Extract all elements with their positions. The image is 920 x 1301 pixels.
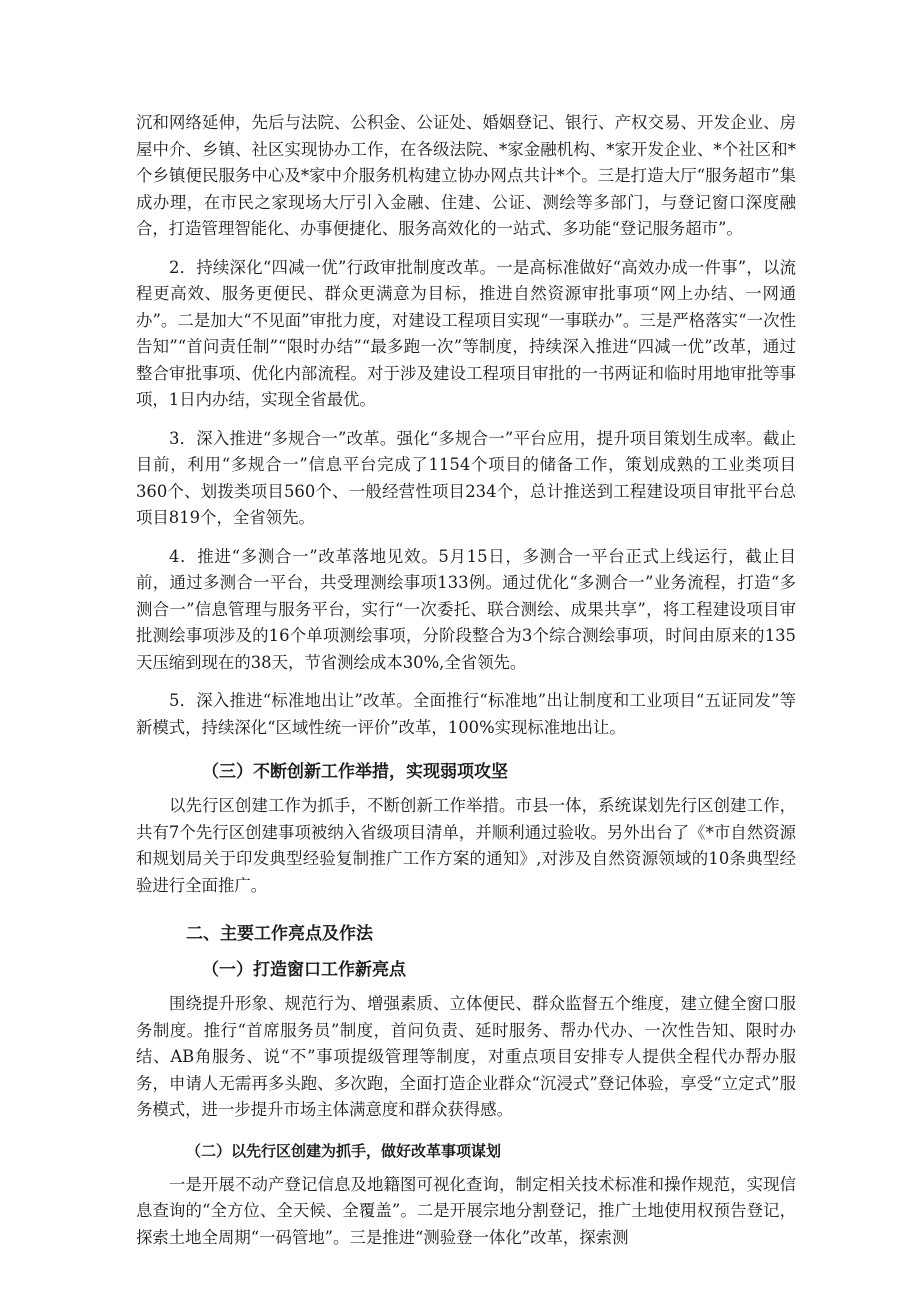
paragraph-section-one: 围绕提升形象、规范行为、增强素质、立体便民、群众监督五个维度，建立健全窗口服务制度。推行“首席服务员”制度，首问负责、延时服务、帮办代办、一次性告知、限时办结、AB角服务、说“不”事项提级管理等制度，对重点项目安排专人提供全程代办帮办服务，申请人无需再多头跑、多次跑，全面打造企业群众“沉浸式”登记体验，享受“立定式”服务模式，进一步提升市场主体满意度和群众获得感。: [136, 994, 796, 1119]
paragraph-section-three: 以先行区创建工作为抓手，不断创新工作举措。市县一体，系统谋划先行区创建工作，共有7个先行区创建事项被纳入省级项目清单，并顺利通过验收。另外出台了《*市自然资源和规划局关于印发典型经验复制推广工作方案的通知》,对涉及自然资源领域的10条典型经验进行全面推广。: [136, 796, 796, 895]
section-heading-two: （二）以先行区创建为抓手，做好改革事项谋划: [186, 1141, 502, 1160]
section-heading-three: （三）不断创新工作举措，实现弱项攻坚: [202, 762, 508, 782]
section-heading-one: （一）打造窗口工作新亮点: [202, 960, 406, 980]
paragraph-item-3: 3．深入推进“多规合一”改革。强化“多规合一”平台应用，提升项目策划生成率。截止目前，利用“多规合一”信息平台完成了1154个项目的储备工作，策划成熟的工业类项目360个、划拨类项目560个、一般经营性项目234个，总计推送到工程建设项目审批平台总项目819个，全省领先。: [136, 428, 796, 527]
paragraph-section-two: 一是开展不动产登记信息及地籍图可视化查询，制定相关技术标准和操作规范，实现信息查询的“全方位、全天候、全覆盖”。二是开展宗地分割登记，推广土地使用权预告登记，探索土地全周期“一码管地”。三是推进“测验登一体化”改革，探索测: [136, 1174, 796, 1247]
chapter-heading-two: 二、主要工作亮点及作法: [186, 924, 373, 944]
document-page: [136, 110, 796, 1251]
paragraph-item-2: 2．持续深化“四减一优”行政审批制度改革。一是高标准做好“高效办成一件事”，以流程更高效、服务更便民、群众更满意为目标，推进自然资源审批事项“网上办结、一网通办”。二是加大“不见面”审批力度，对建设工程项目实现“一事联办”。三是严格落实“一次性告知”“首问责任制”“限时办结”“最多跑一次”等制度，持续深入推进“四减一优”改革，通过整合审批事项、优化内部流程。对于涉及建设工程项目审批的一书两证和临时用地审批等事项，1日内办结，实现全省最优。: [136, 257, 796, 409]
paragraph-item-5: 5．深入推进“标准地出让”改革。全面推行“标准地”出让制度和工业项目“五证同发”等新模式，持续深化“区域性统一评价”改革，100%实现标准地出让。: [136, 691, 796, 737]
paragraph-item-4: 4．推进“多测合一”改革落地见效。5月15日，多测合一平台正式上线运行，截止目前，通过多测合一平台，共受理测绘事项133例。通过优化“多测合一”业务流程，打造“多测合一”信息管理与服务平台，实行“一次委托、联合测绘、成果共享”，将工程建设项目审批测绘事项涉及的16个单项测绘事项，分阶段整合为3个综合测绘事项，时间由原来的135天压缩到现在的38天，节省测绘成本30%,全省领先。: [136, 546, 796, 672]
paragraph-intro: 沉和网络延伸，先后与法院、公积金、公证处、婚姻登记、银行、产权交易、开发企业、房屋中介、乡镇、社区实现协办工作，在各级法院、*家金融机构、*家开发企业、*个社区和*个乡镇便民服务中心及*家中介服务机构建立协办网点共计*个。三是打造大厅“服务超市”集成办理，在市民之家现场大厅引入金融、住建、公证、测绘等多部门，与登记窗口深度融合，打造管理智能化、办事便捷化、服务高效化的一站式、多功能“登记服务超市”。: [136, 113, 796, 238]
